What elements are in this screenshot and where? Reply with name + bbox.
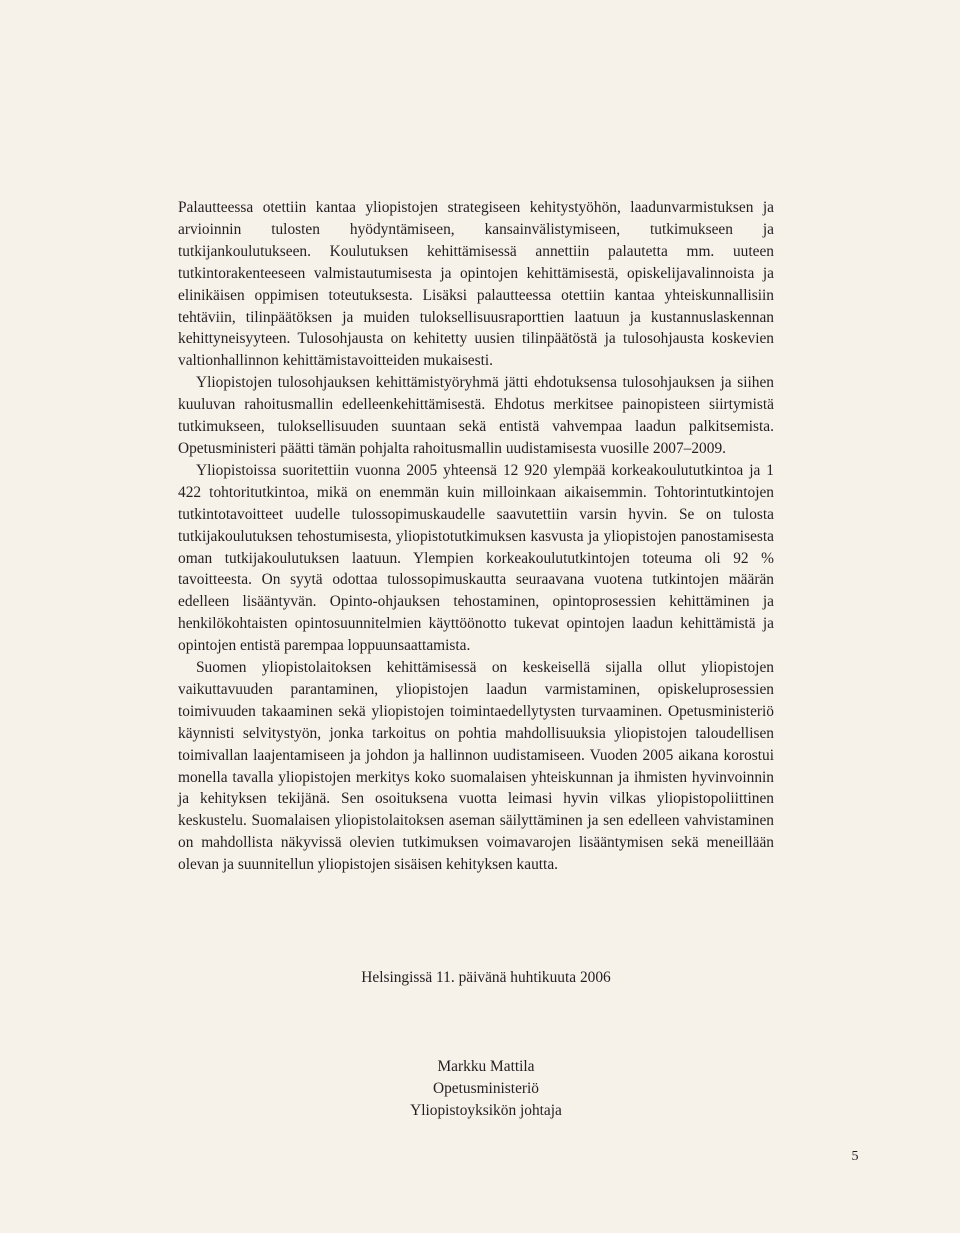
signature-block xyxy=(178,1056,794,1122)
signatory-title: Yliopistoyksikön johtaja xyxy=(410,1102,562,1119)
signatory-organization: Opetusministeriö xyxy=(432,1080,539,1097)
paragraph-degrees: Yliopistoissa suoritettiin vuonna 2005 yhteensä 12 920 ylempää korkeakoulututkintoa ja 1 422 tohtoritutkintoa, mikä on enemmän kuin milloinkaan aikaisemmin. Tohtorintutkintojen tutkintotavoitteet uudelle tulossopimuskaudelle saavutettiin varsin hyvin. Se on tulosta tutkijakoulutuksen tehostumisesta, yliopistotutkimuksen kasvusta ja yliopistojen panostamisesta oman tutkijakoulutuksen laatuun. Ylempien korkeakoulututkintojen toteuma oli 92 % tavoitteesta. On syytä odottaa tulossopimuskautta seuraavana vuotena tutkintojen määrän edelleen lisääntyvän. Opinto-ohjauksen tehostaminen, opintoprosessien kehittäminen ja henkilökohtaisten opintosuunnitelmien käyttöönotto tukevat opintojen laadun kehittämistä ja opintojen entistä parempaa loppuunsaattamista. xyxy=(178,461,774,655)
paragraph-development: Suomen yliopistolaitoksen kehittämisessä on keskeisellä sijalla ollut yliopistojen vaikuttavuuden parantaminen, yliopistojen laadun varmistaminen, opiskeluprosessien toimivuuden takaaminen sekä yliopistojen toimintaedellytysten turvaaminen. Opetusministeriö käynnisti selvitystyön, jonka tarkoitus on pohtia mahdollisuuksia yliopistojen taloudellisen toimivallan laajentamiseen ja johdon ja hallinnon uudistamiseen. Vuoden 2005 aikana korostui monella tavalla yliopistojen merkitys koko suomalaisen yhteiskunnan ja ihmisten hyvinvoinnin ja kehityksen tekijänä. Sen osoituksena vuotta leimasi hyvin vilkas yliopistopoliittinen keskustelu. Suomalaisen yliopistolaitoksen aseman säilyttäminen ja sen edelleen vahvistaminen on mahdollista näkyvissä olevien tutkimuksen voimavarojen lisääntymisen sekä meneillään olevan ja suunnitellun yliopistojen sisäisen kehityksen kautta. xyxy=(178,659,774,874)
signatory-name: Markku Mattila xyxy=(437,1058,535,1075)
paragraph-steering: Yliopistojen tulosohjauksen kehittämistyöryhmä jätti ehdotuksensa tulosohjauksen ja siihen kuuluvan rahoitusmallin edelleenkehittämisestä. Ehdotus merkitsee painopisteen siirtymistä tutkimukseen, tuloksellisuuden suuntaan sekä entistä vahvempaa laadun palkitsemista. Opetusministeri päätti tämän pohjalta rahoitusmallin uudistamisesta vuosille 2007–2009. xyxy=(178,374,774,457)
body-text xyxy=(178,197,774,876)
dateline: Helsingissä 11. päivänä huhtikuuta 2006 xyxy=(361,969,611,986)
paragraph-feedback: Palautteessa otettiin kantaa yliopistojen strategiseen kehitystyöhön, laadunvarmistuksen ja arvioinnin tulosten hyödyntämiseen, kansainvälistymiseen, tutkimukseen ja tutkijankoulutukseen. Koulutuksen kehittämisessä annettiin palautetta mm. uuteen tutkintorakenteeseen valmistautumisesta ja opintojen kehittämisestä, opiskelijavalinnoista ja elinikäisen oppimisen toteutuksesta. Lisäksi palautteessa otettiin kantaa yhteiskunnallisiin tehtäviin, tilinpäätöksen ja muiden tuloksellisuusraporttien laatuun ja kustannuslaskennan kehittyneisyyteen. Tulosohjausta on kehitetty uusien tilinpäätöstä ja tulosohjausta koskevien valtionhallinnon kehittämistavoitteiden mukaisesti. xyxy=(178,199,774,370)
page-number: 5 xyxy=(851,1149,859,1164)
